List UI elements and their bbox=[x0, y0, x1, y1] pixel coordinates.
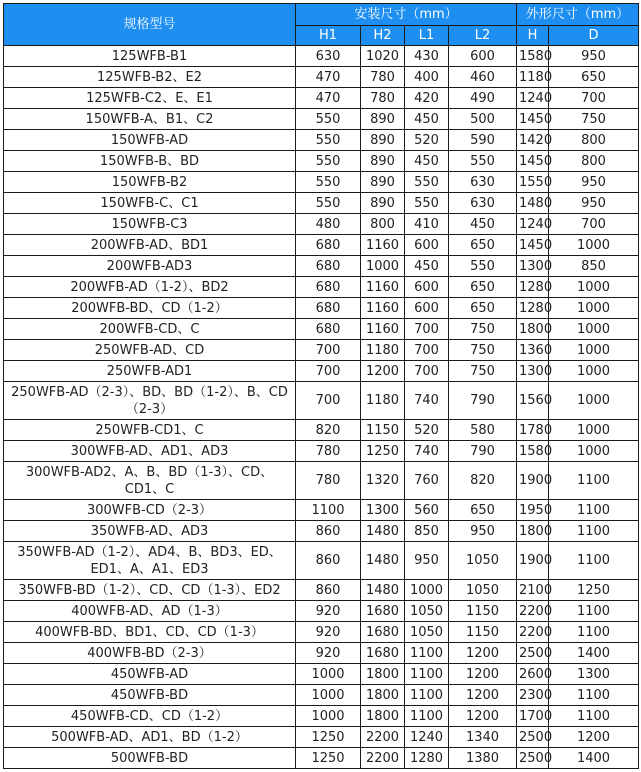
cell-h2: 1680 bbox=[361, 622, 405, 643]
cell-l1: 760 bbox=[405, 462, 449, 500]
cell-h1: 550 bbox=[296, 193, 361, 214]
header-col-h1: H1 bbox=[296, 26, 361, 46]
cell-h2: 1200 bbox=[361, 361, 405, 382]
table-row bbox=[4, 664, 639, 685]
cell-l1: 1280 bbox=[405, 748, 449, 769]
table-row bbox=[4, 277, 639, 298]
header-col-l1: L1 bbox=[405, 26, 449, 46]
cell-model: 450WFB-AD bbox=[4, 664, 296, 685]
cell-model: 350WFB-AD（1-2）、AD4、B、BD3、ED、ED1、A、A1、ED3 bbox=[4, 542, 296, 580]
header-col-l2: L2 bbox=[449, 26, 517, 46]
cell-model: 150WFB-AD bbox=[4, 130, 296, 151]
cell-h: 1450 bbox=[517, 235, 549, 256]
cell-h1: 550 bbox=[296, 130, 361, 151]
cell-l2: 630 bbox=[449, 193, 517, 214]
table-row bbox=[4, 172, 639, 193]
cell-l1: 1050 bbox=[405, 601, 449, 622]
cell-l1: 700 bbox=[405, 361, 449, 382]
cell-l2: 580 bbox=[449, 420, 517, 441]
cell-h1: 680 bbox=[296, 298, 361, 319]
cell-l2: 750 bbox=[449, 340, 517, 361]
header-model: 规格型号 bbox=[4, 4, 296, 46]
cell-l2: 1150 bbox=[449, 622, 517, 643]
cell-l2: 650 bbox=[449, 277, 517, 298]
cell-l1: 420 bbox=[405, 88, 449, 109]
cell-h1: 780 bbox=[296, 441, 361, 462]
cell-h2: 1800 bbox=[361, 706, 405, 727]
cell-h: 1280 bbox=[517, 277, 549, 298]
cell-model: 150WFB-B2 bbox=[4, 172, 296, 193]
cell-h1: 920 bbox=[296, 601, 361, 622]
cell-h1: 1250 bbox=[296, 748, 361, 769]
cell-l1: 430 bbox=[405, 46, 449, 67]
cell-h1: 700 bbox=[296, 361, 361, 382]
cell-h2: 1000 bbox=[361, 256, 405, 277]
cell-h1: 860 bbox=[296, 542, 361, 580]
cell-h: 2500 bbox=[517, 748, 549, 769]
cell-d: 950 bbox=[549, 46, 639, 67]
cell-l2: 750 bbox=[449, 361, 517, 382]
cell-h1: 550 bbox=[296, 151, 361, 172]
cell-h2: 1800 bbox=[361, 685, 405, 706]
cell-model: 400WFB-BD（2-3） bbox=[4, 643, 296, 664]
cell-d: 1000 bbox=[549, 235, 639, 256]
cell-model: 200WFB-AD（1-2）、BD2 bbox=[4, 277, 296, 298]
cell-l1: 700 bbox=[405, 340, 449, 361]
cell-model: 150WFB-C、C1 bbox=[4, 193, 296, 214]
cell-h2: 2200 bbox=[361, 748, 405, 769]
table-row bbox=[4, 130, 639, 151]
cell-d: 800 bbox=[549, 151, 639, 172]
cell-model: 125WFB-C2、E、E1 bbox=[4, 88, 296, 109]
cell-l1: 550 bbox=[405, 193, 449, 214]
cell-h: 2500 bbox=[517, 643, 549, 664]
cell-h2: 1680 bbox=[361, 601, 405, 622]
cell-l2: 1150 bbox=[449, 601, 517, 622]
cell-h1: 470 bbox=[296, 88, 361, 109]
cell-l2: 500 bbox=[449, 109, 517, 130]
cell-h2: 1250 bbox=[361, 441, 405, 462]
cell-l2: 1340 bbox=[449, 727, 517, 748]
cell-h: 1780 bbox=[517, 420, 549, 441]
cell-model: 300WFB-AD2、A、B、BD（1-3）、CD、CD1、C bbox=[4, 462, 296, 500]
cell-h: 1800 bbox=[517, 521, 549, 542]
cell-model: 400WFB-BD、BD1、CD、CD（1-3） bbox=[4, 622, 296, 643]
spec-table bbox=[3, 3, 639, 769]
cell-l2: 1380 bbox=[449, 748, 517, 769]
cell-l1: 450 bbox=[405, 109, 449, 130]
cell-d: 700 bbox=[549, 88, 639, 109]
cell-model: 500WFB-AD、AD1、BD（1-2） bbox=[4, 727, 296, 748]
cell-model: 250WFB-AD（2-3）、BD、BD（1-2）、B、CD（2-3） bbox=[4, 382, 296, 420]
cell-l1: 850 bbox=[405, 521, 449, 542]
cell-h1: 1000 bbox=[296, 685, 361, 706]
cell-l1: 520 bbox=[405, 420, 449, 441]
cell-h: 2300 bbox=[517, 685, 549, 706]
cell-l2: 460 bbox=[449, 67, 517, 88]
table-row bbox=[4, 67, 639, 88]
cell-model: 200WFB-BD、CD（1-2） bbox=[4, 298, 296, 319]
cell-h2: 1180 bbox=[361, 382, 405, 420]
cell-model: 400WFB-AD、AD（1-3） bbox=[4, 601, 296, 622]
cell-h1: 780 bbox=[296, 462, 361, 500]
cell-d: 1000 bbox=[549, 298, 639, 319]
cell-h: 1900 bbox=[517, 462, 549, 500]
table-row bbox=[4, 500, 639, 521]
cell-h1: 630 bbox=[296, 46, 361, 67]
cell-l1: 400 bbox=[405, 67, 449, 88]
cell-h: 1300 bbox=[517, 256, 549, 277]
cell-h1: 550 bbox=[296, 172, 361, 193]
cell-h2: 890 bbox=[361, 193, 405, 214]
cell-h: 1300 bbox=[517, 361, 549, 382]
cell-d: 700 bbox=[549, 214, 639, 235]
cell-h2: 1020 bbox=[361, 46, 405, 67]
cell-h: 2500 bbox=[517, 727, 549, 748]
cell-model: 150WFB-A、B1、C2 bbox=[4, 109, 296, 130]
cell-d: 1400 bbox=[549, 643, 639, 664]
cell-h: 1580 bbox=[517, 441, 549, 462]
cell-d: 1100 bbox=[549, 462, 639, 500]
cell-h2: 890 bbox=[361, 151, 405, 172]
cell-l2: 820 bbox=[449, 462, 517, 500]
cell-l1: 1100 bbox=[405, 706, 449, 727]
cell-h1: 480 bbox=[296, 214, 361, 235]
cell-l2: 650 bbox=[449, 235, 517, 256]
table-row bbox=[4, 361, 639, 382]
cell-model: 200WFB-CD、C bbox=[4, 319, 296, 340]
cell-h1: 1100 bbox=[296, 500, 361, 521]
cell-d: 1000 bbox=[549, 340, 639, 361]
cell-model: 350WFB-BD（1-2）、CD、CD（1-3）、ED2 bbox=[4, 580, 296, 601]
cell-l2: 600 bbox=[449, 46, 517, 67]
cell-h2: 890 bbox=[361, 130, 405, 151]
header-col-d: D bbox=[549, 26, 639, 46]
cell-l1: 700 bbox=[405, 319, 449, 340]
cell-model: 250WFB-AD、CD bbox=[4, 340, 296, 361]
cell-h: 1900 bbox=[517, 542, 549, 580]
cell-h: 1800 bbox=[517, 319, 549, 340]
cell-l1: 600 bbox=[405, 298, 449, 319]
cell-model: 250WFB-AD1 bbox=[4, 361, 296, 382]
table-row bbox=[4, 46, 639, 67]
cell-d: 1100 bbox=[549, 706, 639, 727]
cell-h: 1450 bbox=[517, 109, 549, 130]
cell-h2: 1480 bbox=[361, 521, 405, 542]
cell-l2: 490 bbox=[449, 88, 517, 109]
cell-l2: 550 bbox=[449, 256, 517, 277]
cell-model: 300WFB-CD（2-3） bbox=[4, 500, 296, 521]
table-row bbox=[4, 622, 639, 643]
cell-h1: 470 bbox=[296, 67, 361, 88]
table-row bbox=[4, 193, 639, 214]
table-row bbox=[4, 109, 639, 130]
table-row bbox=[4, 235, 639, 256]
cell-h: 1360 bbox=[517, 340, 549, 361]
cell-h1: 920 bbox=[296, 622, 361, 643]
cell-h: 1580 bbox=[517, 46, 549, 67]
cell-l2: 1200 bbox=[449, 643, 517, 664]
cell-h: 1240 bbox=[517, 214, 549, 235]
cell-l2: 750 bbox=[449, 319, 517, 340]
cell-h1: 680 bbox=[296, 256, 361, 277]
cell-l2: 1200 bbox=[449, 664, 517, 685]
cell-d: 1000 bbox=[549, 361, 639, 382]
cell-h: 1950 bbox=[517, 500, 549, 521]
cell-h2: 2200 bbox=[361, 727, 405, 748]
cell-model: 125WFB-B2、E2 bbox=[4, 67, 296, 88]
cell-h1: 700 bbox=[296, 382, 361, 420]
table-row bbox=[4, 151, 639, 172]
cell-l2: 650 bbox=[449, 500, 517, 521]
cell-d: 1200 bbox=[549, 727, 639, 748]
cell-h: 1180 bbox=[517, 67, 549, 88]
cell-l2: 450 bbox=[449, 214, 517, 235]
table-row bbox=[4, 462, 639, 500]
cell-model: 200WFB-AD3 bbox=[4, 256, 296, 277]
cell-l1: 1000 bbox=[405, 580, 449, 601]
cell-d: 1000 bbox=[549, 420, 639, 441]
cell-h: 2200 bbox=[517, 622, 549, 643]
cell-l1: 740 bbox=[405, 382, 449, 420]
table-row bbox=[4, 340, 639, 361]
cell-h2: 1480 bbox=[361, 542, 405, 580]
cell-h2: 780 bbox=[361, 67, 405, 88]
cell-l1: 1050 bbox=[405, 622, 449, 643]
cell-l1: 1100 bbox=[405, 643, 449, 664]
cell-d: 650 bbox=[549, 67, 639, 88]
cell-model: 500WFB-BD bbox=[4, 748, 296, 769]
cell-d: 1000 bbox=[549, 441, 639, 462]
cell-l2: 1200 bbox=[449, 706, 517, 727]
cell-l2: 590 bbox=[449, 130, 517, 151]
cell-model: 450WFB-BD bbox=[4, 685, 296, 706]
cell-l2: 1050 bbox=[449, 580, 517, 601]
cell-h1: 700 bbox=[296, 340, 361, 361]
cell-h1: 1000 bbox=[296, 664, 361, 685]
cell-d: 1400 bbox=[549, 748, 639, 769]
cell-h2: 1160 bbox=[361, 277, 405, 298]
table-row bbox=[4, 298, 639, 319]
cell-h2: 1680 bbox=[361, 643, 405, 664]
cell-l1: 550 bbox=[405, 172, 449, 193]
cell-model: 350WFB-AD、AD3 bbox=[4, 521, 296, 542]
table-row bbox=[4, 685, 639, 706]
cell-l1: 1100 bbox=[405, 664, 449, 685]
cell-h2: 890 bbox=[361, 109, 405, 130]
cell-h2: 1480 bbox=[361, 580, 405, 601]
table-row bbox=[4, 542, 639, 580]
cell-l2: 650 bbox=[449, 298, 517, 319]
cell-d: 1100 bbox=[549, 601, 639, 622]
spec-table-body bbox=[4, 46, 639, 769]
cell-model: 200WFB-AD、BD1 bbox=[4, 235, 296, 256]
cell-h: 2100 bbox=[517, 580, 549, 601]
cell-h: 1280 bbox=[517, 298, 549, 319]
header-install-dimensions: 安装尺寸（mm） bbox=[296, 4, 517, 26]
cell-l2: 790 bbox=[449, 441, 517, 462]
table-row bbox=[4, 214, 639, 235]
cell-h2: 890 bbox=[361, 172, 405, 193]
header-col-h: H bbox=[517, 26, 549, 46]
cell-h1: 920 bbox=[296, 643, 361, 664]
cell-d: 1100 bbox=[549, 521, 639, 542]
cell-l1: 600 bbox=[405, 235, 449, 256]
cell-d: 1100 bbox=[549, 542, 639, 580]
cell-h: 1560 bbox=[517, 382, 549, 420]
cell-d: 1000 bbox=[549, 382, 639, 420]
cell-h: 1420 bbox=[517, 130, 549, 151]
cell-h: 1550 bbox=[517, 172, 549, 193]
cell-d: 1100 bbox=[549, 622, 639, 643]
cell-model: 150WFB-C3 bbox=[4, 214, 296, 235]
table-row bbox=[4, 256, 639, 277]
cell-h1: 860 bbox=[296, 521, 361, 542]
cell-l2: 790 bbox=[449, 382, 517, 420]
cell-l1: 950 bbox=[405, 542, 449, 580]
cell-l2: 630 bbox=[449, 172, 517, 193]
cell-h: 1700 bbox=[517, 706, 549, 727]
table-row bbox=[4, 601, 639, 622]
cell-l2: 950 bbox=[449, 521, 517, 542]
cell-l2: 1050 bbox=[449, 542, 517, 580]
header-row-group bbox=[4, 4, 639, 26]
cell-h1: 680 bbox=[296, 277, 361, 298]
cell-d: 850 bbox=[549, 256, 639, 277]
table-row bbox=[4, 643, 639, 664]
cell-d: 1100 bbox=[549, 500, 639, 521]
cell-h2: 1160 bbox=[361, 298, 405, 319]
cell-l1: 1240 bbox=[405, 727, 449, 748]
cell-h2: 1150 bbox=[361, 420, 405, 441]
cell-h: 2600 bbox=[517, 664, 549, 685]
cell-h2: 1160 bbox=[361, 235, 405, 256]
cell-h2: 1320 bbox=[361, 462, 405, 500]
cell-d: 1300 bbox=[549, 664, 639, 685]
cell-h: 1450 bbox=[517, 151, 549, 172]
cell-h1: 820 bbox=[296, 420, 361, 441]
cell-l1: 520 bbox=[405, 130, 449, 151]
table-row bbox=[4, 727, 639, 748]
cell-h1: 550 bbox=[296, 109, 361, 130]
cell-h2: 1800 bbox=[361, 664, 405, 685]
cell-h2: 800 bbox=[361, 214, 405, 235]
cell-l1: 560 bbox=[405, 500, 449, 521]
table-row bbox=[4, 319, 639, 340]
table-row bbox=[4, 580, 639, 601]
cell-d: 1250 bbox=[549, 580, 639, 601]
cell-h2: 1160 bbox=[361, 319, 405, 340]
cell-l1: 450 bbox=[405, 256, 449, 277]
table-row bbox=[4, 521, 639, 542]
cell-d: 1000 bbox=[549, 277, 639, 298]
table-row bbox=[4, 748, 639, 769]
cell-h2: 1300 bbox=[361, 500, 405, 521]
cell-d: 950 bbox=[549, 193, 639, 214]
table-row bbox=[4, 420, 639, 441]
cell-h: 1240 bbox=[517, 88, 549, 109]
cell-d: 750 bbox=[549, 109, 639, 130]
table-row bbox=[4, 441, 639, 462]
cell-h: 1480 bbox=[517, 193, 549, 214]
cell-l1: 410 bbox=[405, 214, 449, 235]
cell-h1: 1250 bbox=[296, 727, 361, 748]
cell-d: 1000 bbox=[549, 319, 639, 340]
cell-l1: 1100 bbox=[405, 685, 449, 706]
cell-model: 450WFB-CD、CD（1-2） bbox=[4, 706, 296, 727]
cell-d: 1100 bbox=[549, 685, 639, 706]
cell-h: 2200 bbox=[517, 601, 549, 622]
table-row bbox=[4, 706, 639, 727]
cell-h2: 1180 bbox=[361, 340, 405, 361]
cell-l2: 1200 bbox=[449, 685, 517, 706]
header-outline-dimensions: 外形尺寸（mm） bbox=[517, 4, 639, 26]
cell-h1: 680 bbox=[296, 235, 361, 256]
cell-d: 950 bbox=[549, 172, 639, 193]
header-col-h2: H2 bbox=[361, 26, 405, 46]
cell-d: 800 bbox=[549, 130, 639, 151]
table-row bbox=[4, 382, 639, 420]
cell-l1: 450 bbox=[405, 151, 449, 172]
cell-model: 125WFB-B1 bbox=[4, 46, 296, 67]
cell-model: 300WFB-AD、AD1、AD3 bbox=[4, 441, 296, 462]
cell-h1: 860 bbox=[296, 580, 361, 601]
cell-l1: 740 bbox=[405, 441, 449, 462]
cell-l2: 550 bbox=[449, 151, 517, 172]
table-row bbox=[4, 88, 639, 109]
cell-h2: 780 bbox=[361, 88, 405, 109]
cell-h1: 1000 bbox=[296, 706, 361, 727]
cell-l1: 600 bbox=[405, 277, 449, 298]
cell-model: 150WFB-B、BD bbox=[4, 151, 296, 172]
cell-model: 250WFB-CD1、C bbox=[4, 420, 296, 441]
cell-h1: 680 bbox=[296, 319, 361, 340]
